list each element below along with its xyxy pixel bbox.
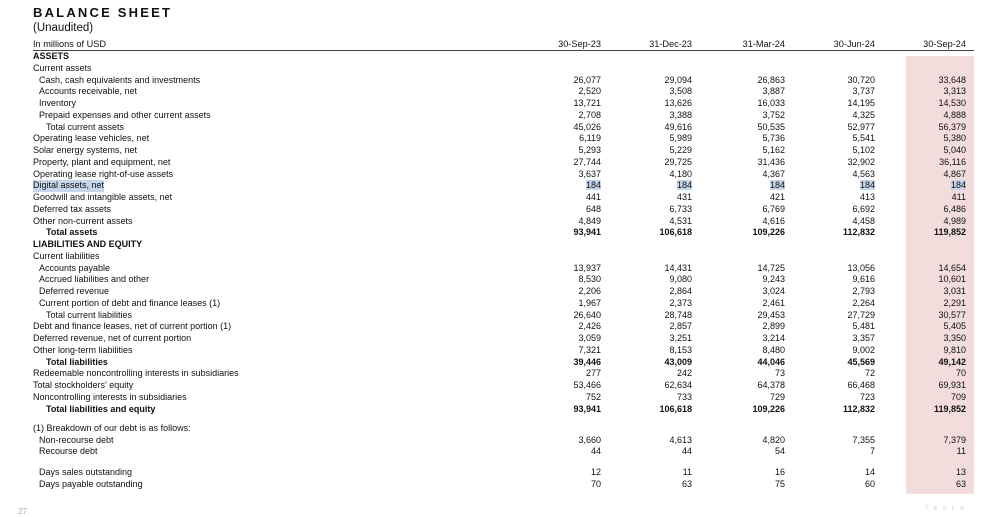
row-label: Property, plant and equipment, net [33, 156, 171, 167]
cell-value: 5,736 [762, 133, 785, 144]
cell-value: 62,634 [664, 380, 692, 390]
cell-value [541, 180, 601, 192]
selected-cell-value: 184 [585, 180, 601, 191]
table-row[interactable] [0, 75, 1000, 87]
cell-value: 29,094 [664, 74, 692, 85]
cell-value: 2,291 [943, 297, 966, 308]
cell-value: 60 [864, 478, 875, 489]
units-label: In millions of USD [33, 39, 107, 49]
cell-value: 729 [769, 391, 785, 402]
cell-value: 9,243 [762, 274, 785, 285]
cell-value: 14,654 [938, 262, 966, 273]
cell-value: 431 [676, 192, 692, 202]
row-label: ASSETS [33, 51, 70, 61]
cell-value: 14,195 [847, 98, 875, 108]
table-row[interactable] [0, 122, 1000, 134]
cell-value: 49,616 [664, 121, 692, 132]
cell-value: 53,466 [573, 380, 601, 390]
cell-value: 6,486 [943, 203, 966, 214]
cell-value: 9,810 [943, 344, 966, 355]
row-label: Total stockholders' equity [33, 380, 134, 390]
cell-value: 13 [955, 467, 966, 477]
cell-value: 2,708 [578, 109, 601, 120]
row-label: Non-recourse debt [39, 434, 114, 445]
table-row[interactable] [0, 435, 1000, 447]
cell-value: 44 [590, 446, 601, 457]
row-label: Deferred revenue [39, 286, 110, 296]
row-label: Accrued liabilities and other [39, 274, 150, 285]
row-label: Redeemable noncontrolling interests in subsidiaries [33, 368, 239, 379]
header-row [0, 39, 1000, 51]
cell-value: 26,077 [573, 74, 601, 85]
row-label: Inventory [39, 98, 77, 108]
cell-value: 4,613 [669, 434, 692, 445]
cell-value: 7 [869, 446, 875, 457]
table-row[interactable] [0, 157, 1000, 169]
cell-value: 3,024 [762, 286, 785, 296]
cell-value: 4,616 [762, 215, 785, 226]
row-label: Current liabilities [33, 250, 100, 261]
cell-value: 13,937 [573, 262, 601, 273]
table-row[interactable] [0, 86, 1000, 98]
row-label: Accounts receivable, net [39, 86, 138, 97]
table-row[interactable] [0, 239, 1000, 251]
table-row[interactable] [0, 145, 1000, 157]
cell-value: 9,080 [669, 274, 692, 285]
row-label: Debt and finance leases, net of current portion (1) [33, 321, 232, 332]
cell-value: 3,031 [943, 286, 966, 296]
cell-value: 8,480 [762, 344, 785, 355]
cell-value: 277 [585, 368, 601, 379]
cell-value: 2,206 [578, 286, 601, 296]
cell-value: 2,899 [762, 321, 785, 332]
cell-value: 56,379 [938, 121, 966, 132]
cell-value: 421 [769, 192, 785, 202]
table-row[interactable] [0, 357, 1000, 369]
row-label: Cash, cash equivalents and investments [39, 74, 201, 85]
cell-value: 752 [585, 391, 601, 402]
cell-value: 5,405 [943, 321, 966, 332]
cell-value: 7,355 [852, 434, 875, 445]
cell-value: 43,009 [664, 356, 692, 367]
cell-value: 5,102 [852, 145, 875, 155]
cell-value: 3,737 [852, 86, 875, 97]
table-row[interactable] [0, 345, 1000, 357]
cell-value [725, 180, 785, 192]
cell-value: 5,229 [669, 145, 692, 155]
cell-value: 30,720 [847, 74, 875, 85]
row-label: Total liabilities [46, 356, 108, 367]
cell-value [906, 180, 966, 192]
cell-value: 50,535 [757, 121, 785, 132]
row-label: Digital assets, net [33, 180, 105, 191]
table-row[interactable] [0, 51, 1000, 63]
cell-value: 2,864 [669, 286, 692, 296]
table-row[interactable] [0, 423, 1000, 435]
cell-value: 16 [774, 467, 785, 477]
table-row[interactable] [0, 263, 1000, 275]
cell-value: 733 [676, 391, 692, 402]
cell-value: 2,520 [578, 86, 601, 97]
cell-value: 723 [859, 391, 875, 402]
table-row[interactable] [0, 446, 1000, 458]
row-label: Total assets [46, 227, 98, 238]
row-label: Total current liabilities [46, 309, 133, 320]
cell-value: 3,357 [852, 333, 875, 343]
cell-value: 73 [774, 368, 785, 379]
table-row[interactable] [0, 180, 1000, 192]
cell-value: 70 [955, 368, 966, 379]
col-header-3: 30-Jun-24 [833, 39, 875, 49]
brand-logo: TESLA [925, 506, 970, 512]
cell-value: 7,321 [578, 344, 601, 355]
table-row[interactable] [0, 204, 1000, 216]
cell-value: 3,059 [578, 333, 601, 343]
cell-value: 93,941 [573, 403, 601, 414]
cell-value: 4,820 [762, 434, 785, 445]
row-label: Other non-current assets [33, 215, 133, 226]
cell-value: 64,378 [757, 380, 785, 390]
cell-value: 3,350 [943, 333, 966, 343]
cell-value: 44,046 [757, 356, 785, 367]
table-row[interactable] [0, 404, 1000, 416]
table-row[interactable] [0, 392, 1000, 404]
cell-value: 6,733 [669, 203, 692, 214]
cell-value: 4,531 [669, 215, 692, 226]
table-row[interactable] [0, 298, 1000, 310]
col-header-0: 30-Sep-23 [558, 39, 601, 49]
page-title: BALANCE SHEET [33, 5, 173, 20]
cell-value: 5,541 [852, 133, 875, 144]
cell-value [815, 180, 875, 192]
row-label: Deferred revenue, net of current portion [33, 333, 192, 343]
cell-value: 11 [956, 446, 966, 457]
row-label: Operating lease vehicles, net [33, 133, 150, 144]
cell-value: 648 [585, 203, 601, 214]
cell-value: 30,577 [938, 309, 966, 320]
cell-value: 2,373 [669, 297, 692, 308]
cell-value: 52,977 [847, 121, 875, 132]
cell-value: 33,648 [938, 74, 966, 85]
cell-value: 3,752 [762, 109, 785, 120]
row-label: Recourse debt [39, 446, 98, 457]
table-row[interactable] [0, 274, 1000, 286]
cell-value: 3,251 [669, 333, 692, 343]
cell-value: 4,325 [852, 109, 875, 120]
cell-value: 12 [590, 467, 601, 477]
row-label: Current assets [33, 62, 92, 73]
cell-value: 69,931 [938, 380, 966, 390]
col-header-2: 31-Mar-24 [742, 39, 785, 49]
cell-value: 5,293 [578, 145, 601, 155]
cell-value: 413 [859, 192, 875, 202]
selected-cell-value: 184 [950, 180, 966, 191]
selected-cell-value: 184 [859, 180, 875, 191]
cell-value: 2,793 [852, 286, 875, 296]
cell-value: 36,116 [939, 156, 966, 167]
cell-value: 13,721 [573, 98, 601, 108]
cell-value: 109,226 [752, 227, 785, 238]
row-label: Total liabilities and equity [46, 403, 156, 414]
cell-value: 3,313 [943, 86, 966, 97]
selected-cell-value: 184 [676, 180, 692, 191]
cell-value: 9,616 [852, 274, 875, 285]
cell-value: 26,640 [573, 309, 601, 320]
cell-value: 2,426 [578, 321, 601, 332]
row-label: (1) Breakdown of our debt is as follows: [33, 423, 191, 433]
table-row[interactable] [0, 98, 1000, 110]
cell-value: 45,569 [847, 356, 875, 367]
table-row[interactable] [0, 227, 1000, 239]
table-row[interactable] [0, 251, 1000, 263]
table-row[interactable] [0, 63, 1000, 75]
table-row[interactable] [0, 368, 1000, 380]
cell-value: 4,989 [943, 215, 966, 226]
table-row[interactable] [0, 133, 1000, 145]
selected-cell-value: 184 [769, 180, 785, 191]
cell-value: 4,563 [852, 168, 875, 179]
cell-value: 49,142 [938, 356, 966, 367]
col-header-4: 30-Sep-24 [923, 39, 966, 49]
row-label: Days sales outstanding [39, 467, 133, 477]
cell-value: 4,367 [762, 168, 785, 179]
cell-value: 3,388 [669, 109, 692, 120]
cell-value: 5,040 [943, 145, 966, 155]
cell-value: 13,056 [847, 262, 875, 273]
cell-value: 54 [774, 446, 785, 457]
cell-value: 39,446 [573, 356, 601, 367]
cell-value [632, 180, 692, 192]
cell-value: 14,431 [664, 262, 692, 273]
cell-value: 3,214 [762, 333, 785, 343]
cell-value: 70 [590, 478, 601, 489]
cell-value: 4,849 [578, 215, 601, 226]
table-row[interactable] [0, 380, 1000, 392]
table-row[interactable] [0, 110, 1000, 122]
cell-value: 45,026 [573, 121, 601, 132]
row-label: Prepaid expenses and other current assets [39, 109, 211, 120]
cell-value: 29,725 [664, 156, 692, 167]
cell-value: 63 [955, 478, 966, 489]
cell-value: 119,852 [933, 403, 966, 414]
cell-value: 4,458 [852, 215, 875, 226]
col-header-1: 31-Dec-23 [649, 39, 692, 49]
cell-value: 72 [864, 368, 875, 379]
cell-value: 8,153 [669, 344, 692, 355]
row-label: Solar energy systems, net [33, 145, 138, 155]
cell-value: 109,226 [752, 403, 785, 414]
cell-value: 119,852 [933, 227, 966, 238]
row-label: Total current assets [46, 121, 125, 132]
cell-value: 5,162 [762, 145, 785, 155]
cell-value: 14,530 [938, 98, 966, 108]
cell-value: 27,729 [847, 309, 875, 320]
cell-value: 63 [681, 478, 692, 489]
row-label: LIABILITIES AND EQUITY [33, 239, 143, 249]
cell-value: 93,941 [573, 227, 601, 238]
cell-value: 3,887 [762, 86, 785, 97]
cell-value: 14,725 [757, 262, 785, 273]
table-row[interactable] [0, 467, 1000, 479]
cell-value: 441 [585, 192, 601, 202]
cell-value: 26,863 [757, 74, 785, 85]
cell-value: 75 [774, 478, 785, 489]
table-row[interactable] [0, 286, 1000, 298]
cell-value: 106,618 [659, 403, 692, 414]
cell-value: 3,508 [669, 86, 692, 97]
cell-value: 29,453 [757, 309, 785, 320]
cell-value: 2,264 [852, 297, 875, 308]
cell-value: 13,626 [664, 98, 692, 108]
cell-value: 31,436 [757, 156, 785, 167]
row-label: Goodwill and intangible assets, net [33, 192, 173, 202]
cell-value: 27,744 [573, 156, 601, 167]
table-row[interactable] [0, 479, 1000, 491]
cell-value: 242 [676, 368, 692, 379]
row-label: Operating lease right-of-use assets [33, 168, 174, 179]
cell-value: 112,832 [842, 227, 875, 238]
cell-value: 5,989 [669, 133, 692, 144]
cell-value: 1,967 [578, 297, 601, 308]
cell-value: 10,601 [938, 274, 966, 285]
cell-value: 8,530 [578, 274, 601, 285]
cell-value: 5,481 [852, 321, 875, 332]
cell-value: 11 [682, 467, 692, 477]
cell-value: 16,033 [757, 98, 785, 108]
cell-value: 9,002 [852, 344, 875, 355]
cell-value: 66,468 [847, 380, 875, 390]
table-row[interactable] [0, 169, 1000, 181]
table-row[interactable] [0, 192, 1000, 204]
cell-value: 44 [681, 446, 692, 457]
cell-value: 7,379 [943, 434, 966, 445]
cell-value: 709 [950, 391, 966, 402]
cell-value: 5,380 [943, 133, 966, 144]
table-row[interactable] [0, 321, 1000, 333]
cell-value: 4,888 [943, 109, 966, 120]
row-label: Noncontrolling interests in subsidiaries [33, 391, 187, 402]
cell-value: 6,692 [852, 203, 875, 214]
cell-value: 6,769 [762, 203, 785, 214]
page-number: 27 [18, 507, 27, 516]
cell-value: 4,180 [669, 168, 692, 179]
row-label: Accounts payable [39, 262, 111, 273]
row-label: Current portion of debt and finance leases (1) [39, 297, 221, 308]
row-label: Other long-term liabilities [33, 344, 133, 355]
row-label: Deferred tax assets [33, 203, 112, 214]
cell-value: 411 [951, 192, 966, 202]
table-row[interactable] [0, 310, 1000, 322]
cell-value: 4,867 [943, 168, 966, 179]
cell-value: 112,832 [842, 403, 875, 414]
cell-value: 2,461 [762, 297, 785, 308]
page-subtitle: (Unaudited) [33, 22, 94, 34]
row-label: Days payable outstanding [39, 478, 143, 489]
cell-value: 106,618 [659, 227, 692, 238]
table-row[interactable] [0, 216, 1000, 228]
cell-value: 32,902 [847, 156, 875, 167]
cell-value: 14 [864, 467, 875, 477]
cell-value: 3,660 [578, 434, 601, 445]
cell-value: 2,857 [669, 321, 692, 332]
cell-value: 28,748 [664, 309, 692, 320]
table-row[interactable] [0, 333, 1000, 345]
cell-value: 3,637 [578, 168, 601, 179]
cell-value: 6,119 [579, 133, 601, 144]
